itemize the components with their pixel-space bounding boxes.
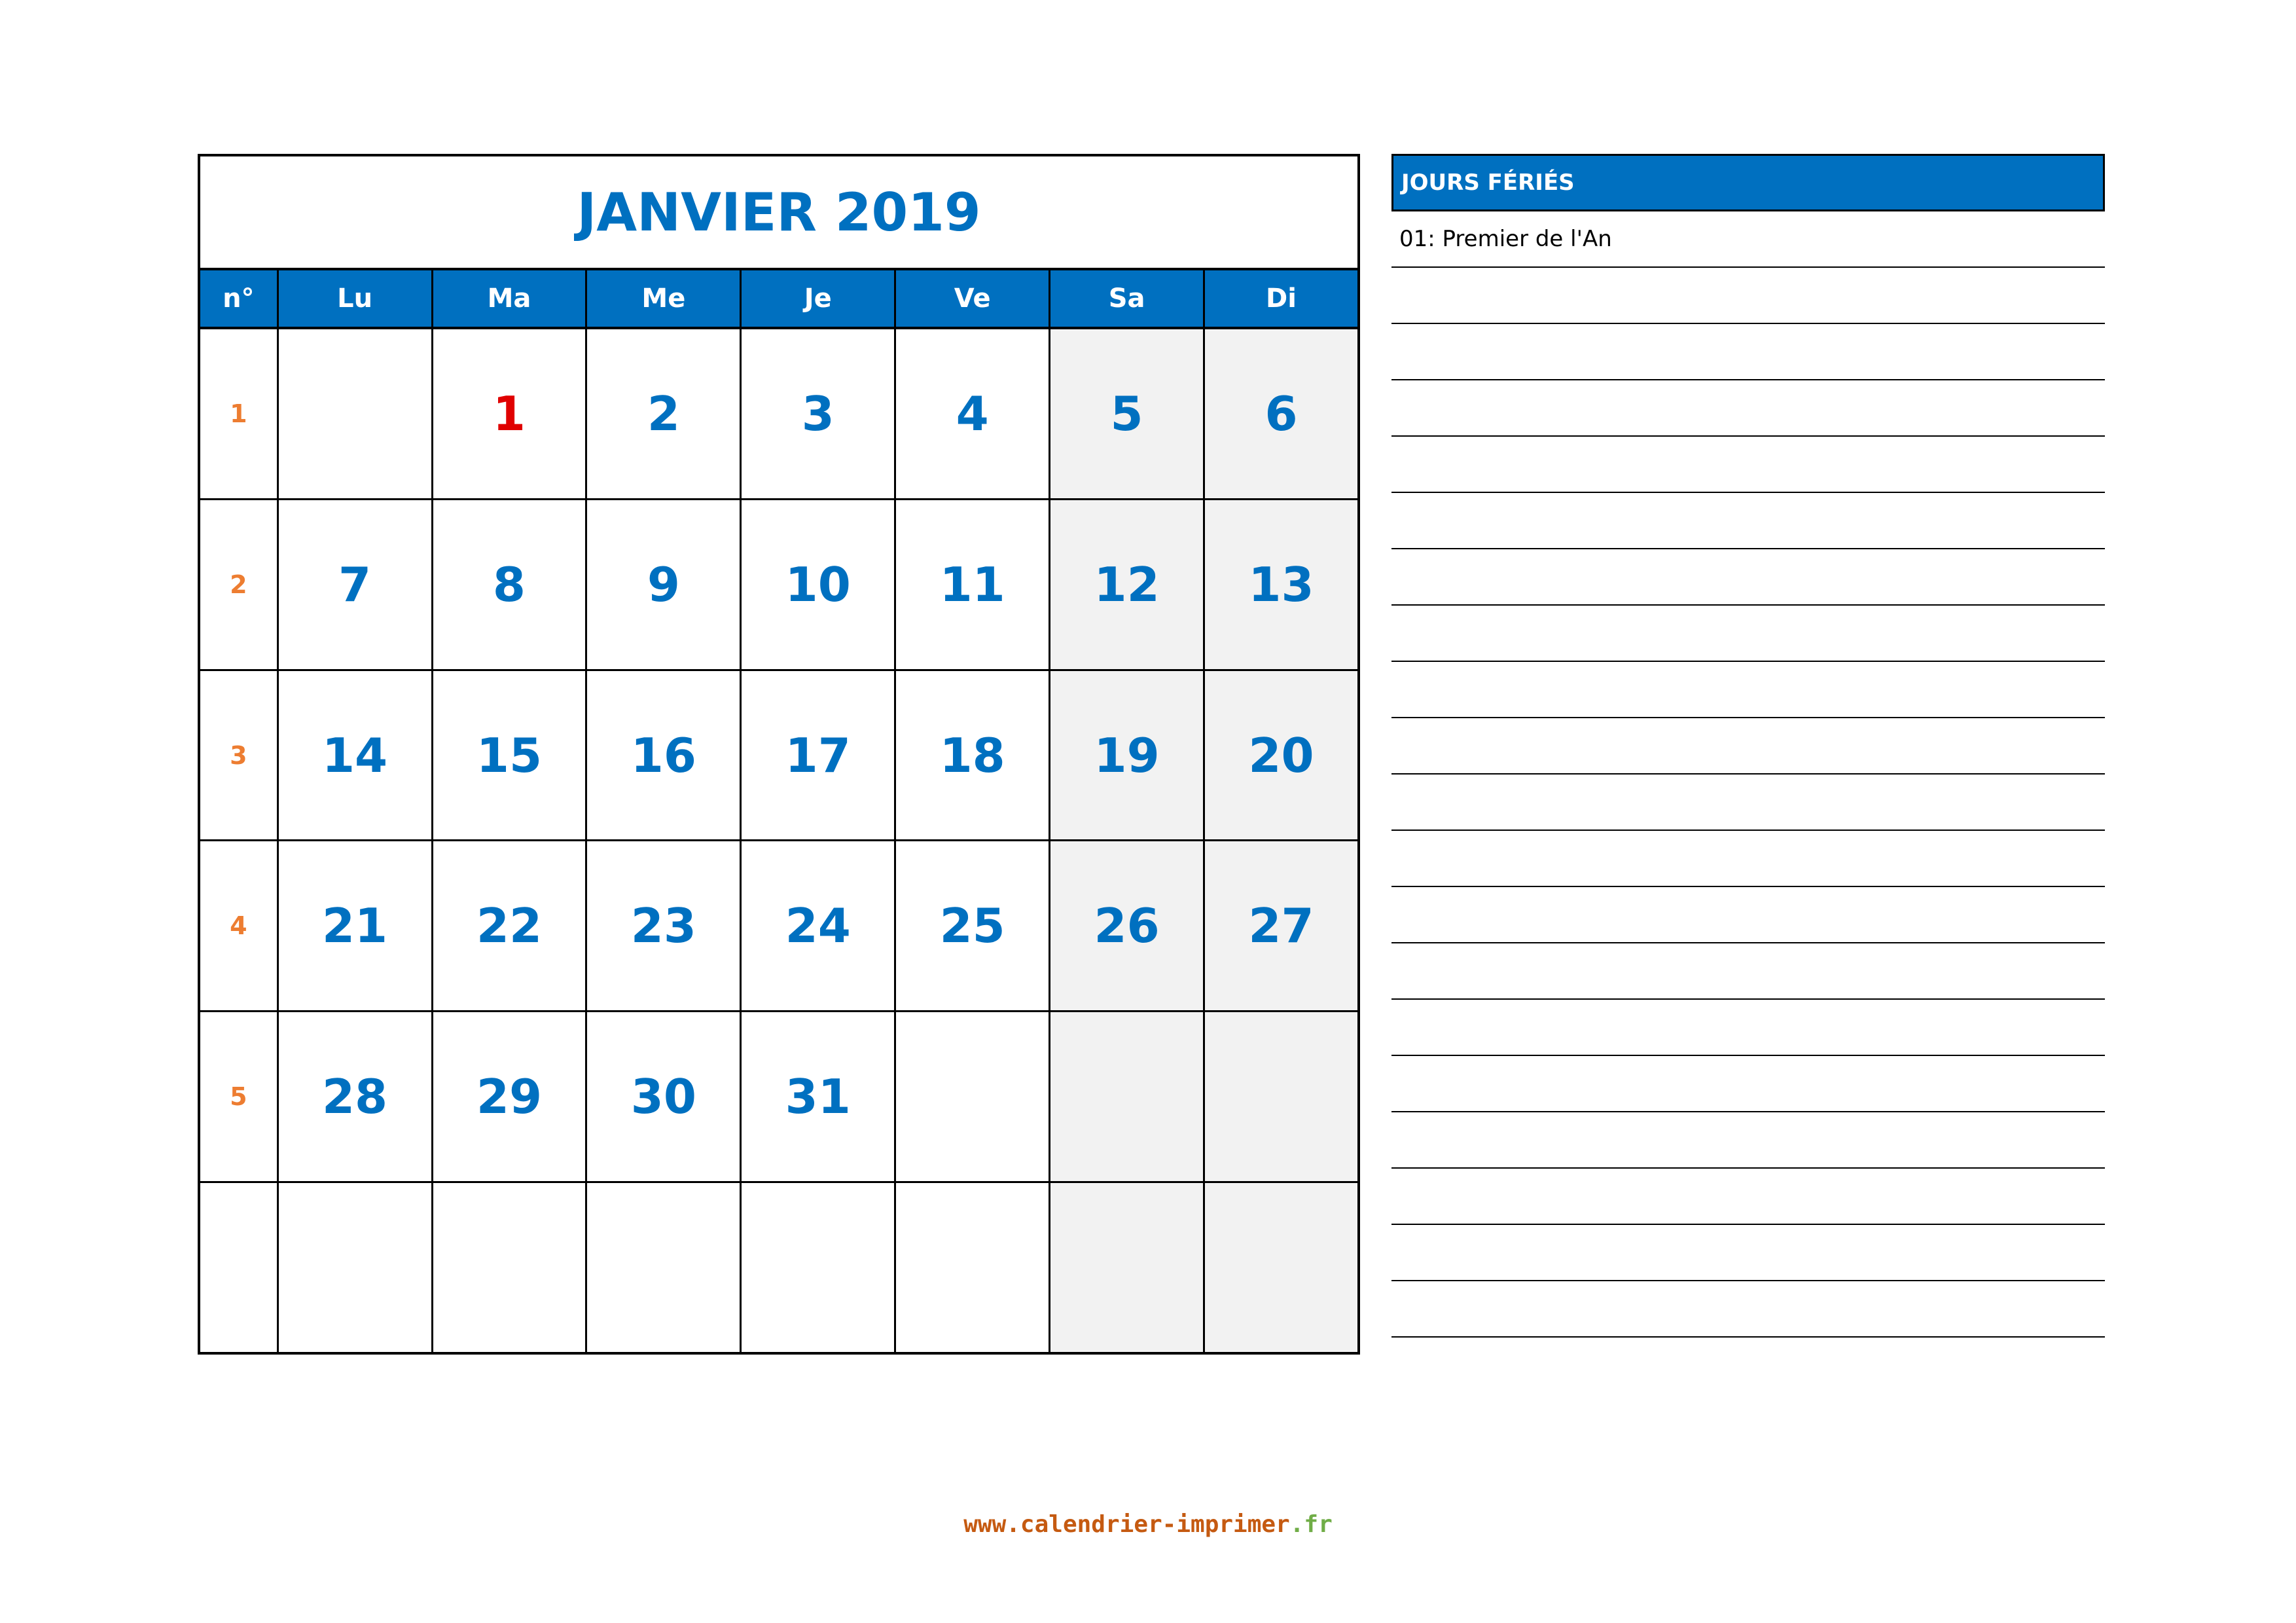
day-cell xyxy=(277,1183,431,1352)
day-cell: 7 xyxy=(277,500,431,669)
header-sunday: Di xyxy=(1203,270,1357,327)
day-cell: 30 xyxy=(585,1012,740,1181)
day-cell xyxy=(894,1012,1049,1181)
website-url-tld: .fr xyxy=(1289,1511,1333,1538)
note-line xyxy=(1391,775,2105,831)
note-line xyxy=(1391,718,2105,775)
day-cell xyxy=(431,1183,586,1352)
holiday-line: 01: Premier de l'An xyxy=(1391,211,2105,268)
holidays-title: JOURS FÉRIÉS xyxy=(1391,154,2105,211)
note-line xyxy=(1391,1000,2105,1056)
day-cell: 11 xyxy=(894,500,1049,669)
day-cell: 2 xyxy=(585,329,740,498)
day-cell: 18 xyxy=(894,671,1049,840)
header-week-number: n° xyxy=(223,283,255,314)
day-cell xyxy=(585,1183,740,1352)
weekday-header-row xyxy=(200,268,1357,329)
note-line xyxy=(1391,831,2105,887)
header-tuesday: Ma xyxy=(431,270,586,327)
week-row xyxy=(200,1010,1357,1181)
day-cell-weekend: 19 xyxy=(1049,671,1203,840)
week-number: 2 xyxy=(230,570,247,599)
note-line xyxy=(1391,943,2105,1000)
day-cell: 8 xyxy=(431,500,586,669)
day-cell-weekend xyxy=(1203,1012,1357,1181)
day-cell-weekend xyxy=(1203,1183,1357,1352)
week-number: 5 xyxy=(230,1082,247,1112)
day-cell: 28 xyxy=(277,1012,431,1181)
day-cell: 14 xyxy=(277,671,431,840)
day-cell: 10 xyxy=(740,500,894,669)
week-number xyxy=(200,1183,277,1352)
day-cell: 16 xyxy=(585,671,740,840)
day-cell: 24 xyxy=(740,841,894,1010)
day-cell xyxy=(894,1183,1049,1352)
note-line xyxy=(1391,268,2105,324)
day-cell-weekend xyxy=(1049,1012,1203,1181)
week-number: 4 xyxy=(230,911,247,941)
week-row xyxy=(200,669,1357,840)
header-thursday: Je xyxy=(740,270,894,327)
note-line xyxy=(1391,662,2105,718)
holidays-panel xyxy=(1391,154,2105,1338)
note-line xyxy=(1391,437,2105,493)
day-cell: 17 xyxy=(740,671,894,840)
calendar-title: JANVIER 2019 xyxy=(577,181,981,243)
header-friday: Ve xyxy=(894,270,1049,327)
note-line xyxy=(1391,1281,2105,1338)
day-cell-weekend xyxy=(1049,1183,1203,1352)
note-line xyxy=(1391,1225,2105,1281)
note-line xyxy=(1391,1169,2105,1225)
calendar xyxy=(198,154,1360,1355)
day-cell: 9 xyxy=(585,500,740,669)
note-line xyxy=(1391,549,2105,606)
note-line xyxy=(1391,380,2105,437)
day-cell: 25 xyxy=(894,841,1049,1010)
week-row xyxy=(200,329,1357,498)
day-cell: 21 xyxy=(277,841,431,1010)
note-line xyxy=(1391,887,2105,943)
day-cell-weekend: 27 xyxy=(1203,841,1357,1010)
day-cell: 23 xyxy=(585,841,740,1010)
day-cell-weekend: 13 xyxy=(1203,500,1357,669)
note-line xyxy=(1391,1056,2105,1112)
week-row xyxy=(200,839,1357,1010)
header-monday: Lu xyxy=(277,270,431,327)
week-row xyxy=(200,498,1357,669)
day-cell-weekend: 12 xyxy=(1049,500,1203,669)
day-cell-weekend: 5 xyxy=(1049,329,1203,498)
day-cell xyxy=(740,1183,894,1352)
website-url-main: www.calendrier-imprimer xyxy=(963,1511,1290,1538)
week-number: 3 xyxy=(230,740,247,770)
note-line xyxy=(1391,1112,2105,1169)
day-cell: 15 xyxy=(431,671,586,840)
note-line xyxy=(1391,324,2105,380)
website-footer[interactable] xyxy=(0,1511,2296,1538)
calendar-grid xyxy=(200,329,1357,1352)
day-cell: 4 xyxy=(894,329,1049,498)
week-number: 1 xyxy=(230,399,247,428)
header-wednesday: Me xyxy=(585,270,740,327)
day-cell: 22 xyxy=(431,841,586,1010)
day-cell-holiday: 1 xyxy=(431,329,586,498)
day-cell-weekend: 26 xyxy=(1049,841,1203,1010)
day-cell-weekend: 20 xyxy=(1203,671,1357,840)
day-cell xyxy=(277,329,431,498)
day-cell: 31 xyxy=(740,1012,894,1181)
day-cell-weekend: 6 xyxy=(1203,329,1357,498)
note-line xyxy=(1391,606,2105,662)
note-line xyxy=(1391,493,2105,549)
week-row xyxy=(200,1181,1357,1352)
header-saturday: Sa xyxy=(1049,270,1203,327)
day-cell: 29 xyxy=(431,1012,586,1181)
day-cell: 3 xyxy=(740,329,894,498)
